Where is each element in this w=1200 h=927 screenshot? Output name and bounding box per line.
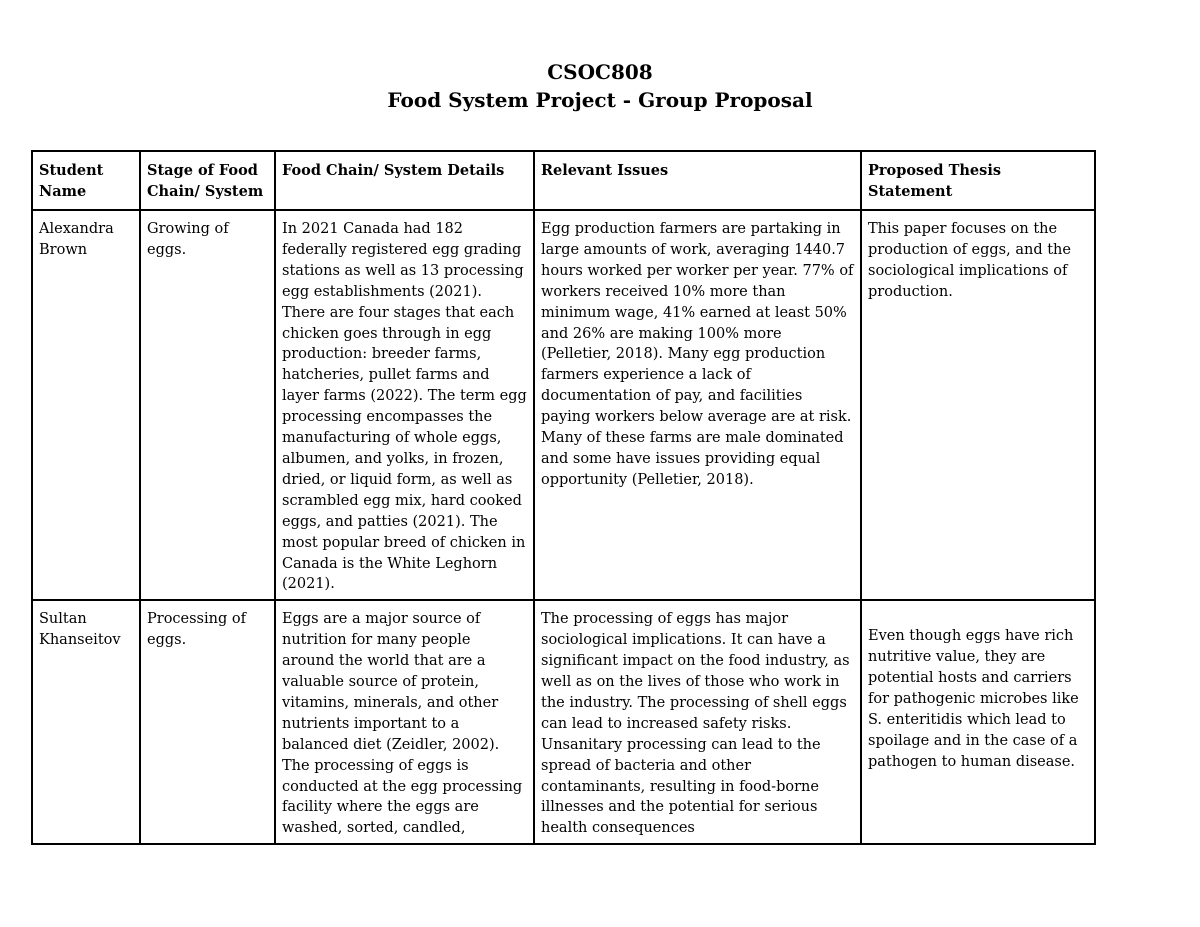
student-name-text: Sultan Khanseitov: [39, 611, 121, 649]
document-title: Food System Project - Group Proposal: [387, 88, 813, 112]
cell-details: [275, 210, 534, 600]
course-code: CSOC808: [547, 60, 653, 84]
stage-text: Growing of eggs.: [147, 221, 229, 258]
header-stage: Stage of Food Chain/ System: [140, 151, 275, 210]
header-student-name: Student Name: [32, 151, 140, 210]
thesis-text: This paper focuses on the production of eggs, and the sociological implications of production.: [868, 221, 1071, 300]
cell-thesis: [861, 600, 1095, 844]
thesis-text: Even though eggs have rich nutritive value, they are potential hosts and carriers for pathogenic microbes like S. enteritidis which lead to spoilage and in the case of a pathogen to human disease.: [868, 628, 1079, 770]
header-details: Food Chain/ System Details: [275, 151, 534, 210]
header-issues: Relevant Issues: [534, 151, 861, 210]
header-thesis: Proposed Thesis Statement: [861, 151, 1095, 210]
issues-text: Egg production farmers are partaking in large amounts of work, averaging 1440.7 hours worked per worker per year. 77% of workers received 10% more than minimum wage, 41% earned at least 50% and 26% are making 100% more (Pelletier, 2018). Many egg production farmers experience a lack of documentation of pay, and facilities paying workers below average are at risk. Many of these farms are male dominated and some have issues providing equal opportunity (Pelletier, 2018).: [541, 221, 854, 488]
table-row: [32, 210, 1095, 600]
cell-details: [275, 600, 534, 844]
cell-student-name: [32, 600, 140, 844]
cell-issues: [534, 210, 861, 600]
proposal-table: [31, 150, 1096, 845]
document-header: [0, 58, 1200, 114]
cell-stage: [140, 600, 275, 844]
cell-thesis: [861, 210, 1095, 600]
details-text: In 2021 Canada had 182 federally registered egg grading stations as well as 13 processing egg establishments (2021). There are four stages that each chicken goes through in egg production: breeder farms, hatcheries, pullet farms and layer farms (2022). The term egg processing encompasses the manufacturing of whole eggs, albumen, and yolks, in frozen, dried, or liquid form, as well as scrambled egg mix, hard cooked eggs, and patties (2021). The most popular breed of chicken in Canada is the White Leghorn (2021).: [282, 221, 527, 593]
cell-stage: [140, 210, 275, 600]
cell-issues: [534, 600, 861, 844]
student-name-text: Alexandra Brown: [39, 221, 114, 258]
cell-student-name: [32, 210, 140, 600]
details-text: Eggs are a major source of nutrition for many people around the world that are a valuable source of protein, vitamins, minerals, and other nutrients important to a balanced diet (Zeidler, 2002). The processing of eggs is conducted at the egg processing facility where the eggs are washed, sorted, candled,: [282, 611, 523, 837]
table-header-row: [32, 151, 1095, 210]
table-row: [32, 600, 1095, 844]
issues-text: The processing of eggs has major sociological implications. It can have a significant impact on the food industry, as well as on the lives of those who work in the industry. The processing of shell eggs can lead to increased safety risks. Unsanitary processing can lead to the spread of bacteria and other contaminants, resulting in food-borne illnesses and the potential for serious health consequences: [541, 611, 850, 837]
stage-text: Processing of eggs.: [147, 611, 246, 649]
